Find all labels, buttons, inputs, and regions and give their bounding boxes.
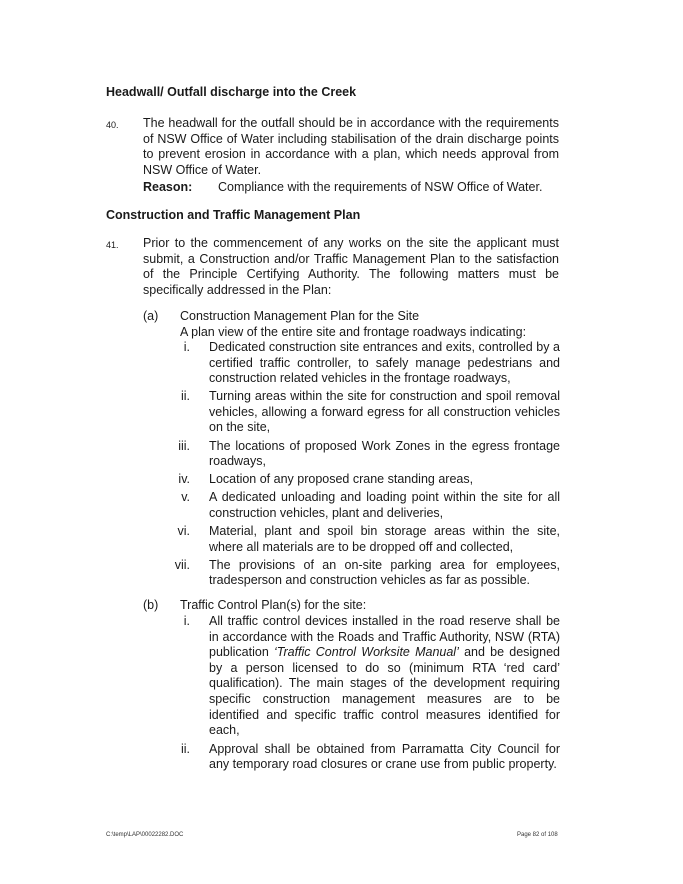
list-item-number: vi. <box>177 524 190 539</box>
publication-title: ‘Traffic Control Worksite Manual’ <box>273 645 459 660</box>
list-item <box>160 340 560 387</box>
list-item-text: Material, plant and spoil bin storage areas within the site, where all materials are to be dropped off and collected, <box>209 524 560 554</box>
list-item-number: v. <box>181 490 190 505</box>
list-item-number: i. <box>183 614 190 628</box>
list-item-number: vii. <box>174 557 190 572</box>
list-item-text: Turning areas within the site for construction and spoil removal vehicles, allowing a forward egress for all construction vehicles on the site, <box>209 389 560 435</box>
sub-label-b: (b) <box>143 598 159 612</box>
sub-a-title-block <box>180 309 526 340</box>
text-run: All traffic control devices installed in the road reserve shall be in accordance with the Roads and Traffic Authority, NSW (RTA) publication <box>209 614 560 660</box>
list-item-text: The provisions of an on-site parking area for employees, tradesperson and construction vehicles as far as possible. <box>209 557 560 588</box>
sub-a-list <box>160 340 560 591</box>
list-item-text: Location of any proposed crane standing areas, <box>209 472 474 487</box>
reason-label: Reason: <box>143 180 193 194</box>
section-heading-headwall: Headwall/ Outfall discharge into the Creek <box>106 85 357 99</box>
list-item <box>160 558 560 589</box>
reason-line <box>143 180 542 194</box>
list-item-number: i. <box>183 340 190 354</box>
list-item-text: Dedicated construction site entrances and exits, controlled by a certified traffic controller, to safely manage pedestrians and construction related vehicles in the frontage roadways, <box>209 340 560 386</box>
list-item-text <box>209 614 560 739</box>
sub-a-intro: A plan view of the entire site and frontage roadways indicating: <box>180 324 527 339</box>
list-item <box>160 524 560 555</box>
list-item <box>160 439 560 470</box>
text-run: and be designed by a person licensed to do so (minimum RTA ‘red card’ qualification). The main stages of the development requiring specific construction management measures are to be identified and specific traffic control measures identified for each, <box>209 645 560 738</box>
footer-file-path: C:\temp\LAP\00022282.DOC <box>106 832 184 838</box>
footer-page-number: Page 82 of 108 <box>517 832 558 838</box>
sub-b-list <box>160 614 560 775</box>
condition-number-41: 41. <box>106 240 119 250</box>
condition-41-text: Prior to the commencement of any works on the site the applicant must submit, a Construction and/or Traffic Management Plan to the satisfaction of the Principle Certifying Authority. The following matters must be specifically addressed in the Plan: <box>143 236 559 297</box>
list-item <box>160 389 560 436</box>
list-item-number: ii. <box>180 741 190 756</box>
reason-text: Compliance with the requirements of NSW Office of Water. <box>218 180 543 194</box>
list-item-number: ii. <box>180 389 190 404</box>
list-item <box>160 472 560 488</box>
list-item <box>160 490 560 521</box>
list-item <box>160 614 560 739</box>
list-item-text: A dedicated unloading and loading point within the site for all construction vehicles, plant and deliveries, <box>209 490 560 520</box>
condition-number-40: 40. <box>106 120 119 130</box>
list-item-number: iii. <box>178 438 190 453</box>
condition-40-text: The headwall for the outfall should be in accordance with the requirements of NSW Office of Water including stabilisation of the drain discharge points to prevent erosion in accordance with a plan, which needs approval from NSW Office of Water. <box>143 116 559 177</box>
sub-a-title: Construction Management Plan for the Site <box>180 309 420 323</box>
section-heading-ctmp: Construction and Traffic Management Plan <box>106 208 361 222</box>
sub-label-a: (a) <box>143 309 159 323</box>
list-item-number: iv. <box>178 472 190 487</box>
sub-b-title: Traffic Control Plan(s) for the site: <box>180 598 367 612</box>
list-item-text: The locations of proposed Work Zones in the egress frontage roadways, <box>209 438 560 469</box>
list-item-text: Approval shall be obtained from Parramatta City Council for any temporary road closures or crane use from public property. <box>209 741 560 772</box>
list-item <box>160 742 560 773</box>
